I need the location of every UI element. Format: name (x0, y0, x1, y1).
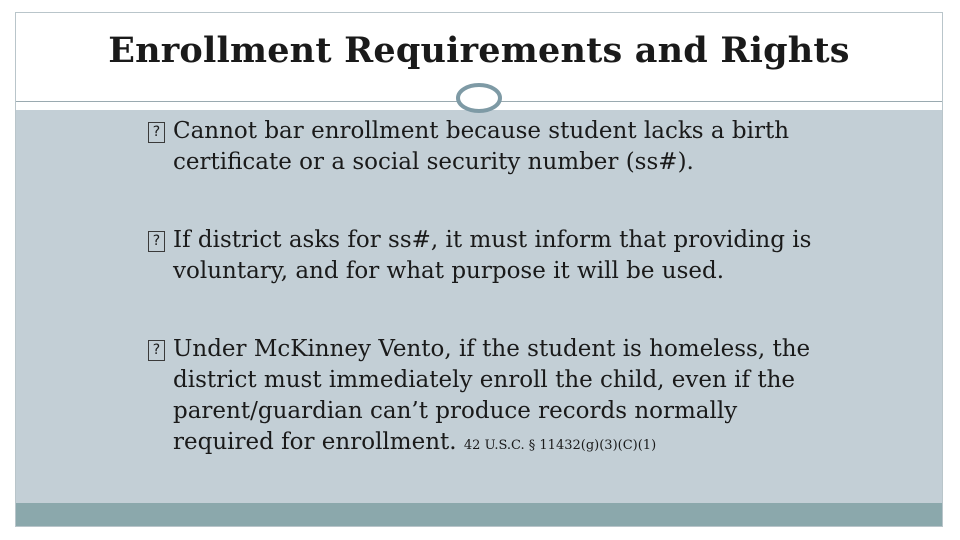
footer-band (16, 503, 942, 526)
bullet-item (148, 225, 828, 287)
bullet-text: Under McKinney Vento, if the student is homeless, the district must immediately enroll the child, even if the parent/guardian can’t produce records normally required for enrollment. (173, 336, 811, 455)
bullet-text: If district asks for ss#, it must inform that providing is voluntary, and for what purpose it will be used. (173, 227, 812, 284)
bullet-marker-icon (148, 231, 165, 252)
bullet-item (148, 334, 828, 461)
bullet-text: Cannot bar enrollment because student lacks a birth certificate or a social security number (ss#). (173, 118, 790, 175)
slide-title: Enrollment Requirements and Rights (108, 30, 850, 71)
bullet-list (148, 116, 828, 461)
bullet-marker-icon (148, 122, 165, 143)
bullet-item (148, 116, 828, 178)
bullet-marker-icon (148, 340, 165, 361)
legal-citation: 42 U.S.C. § 11432(g)(3)(C)(1) (463, 438, 657, 453)
oval-ornament-icon (455, 82, 503, 114)
